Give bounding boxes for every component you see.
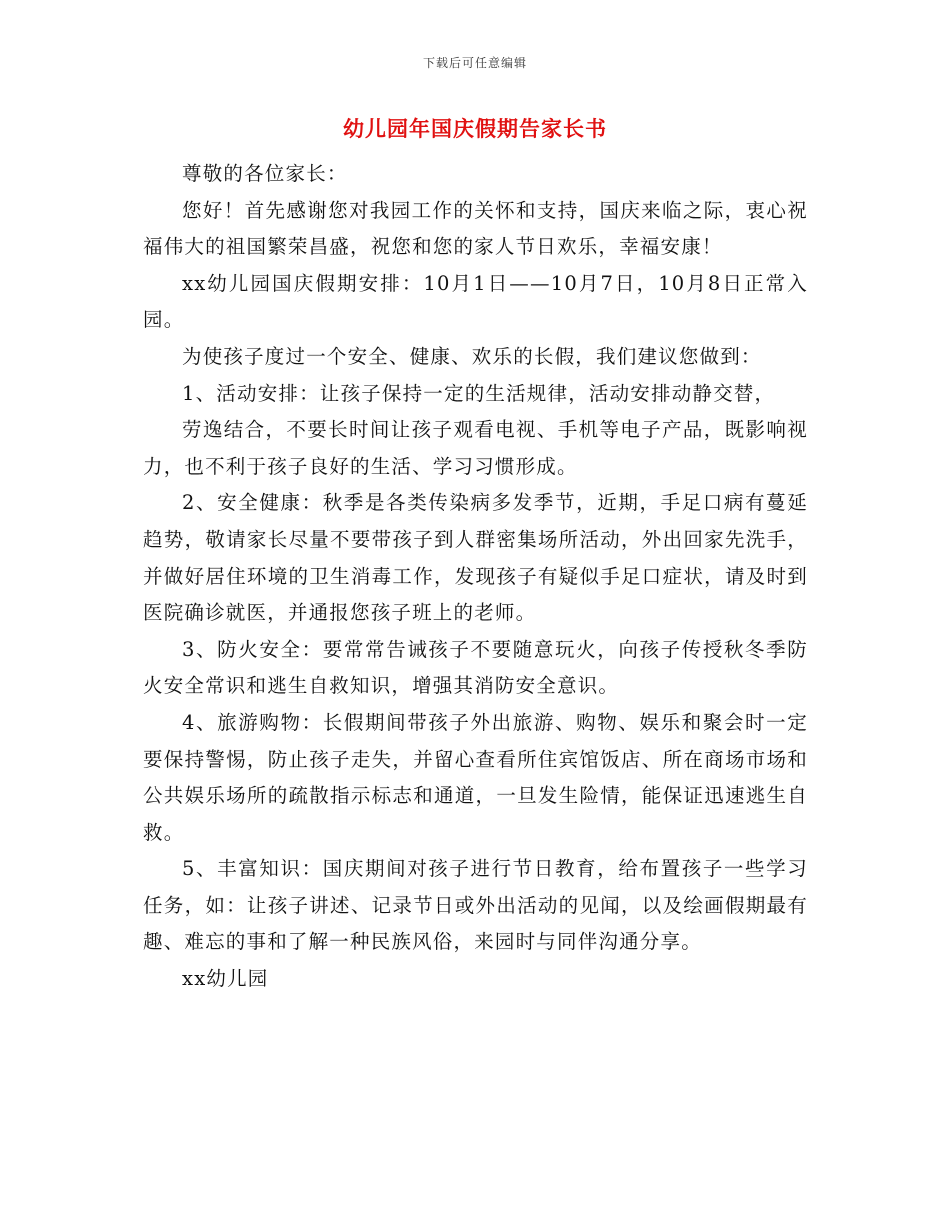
item-5-paragraph: 5、丰富知识：国庆期间对孩子进行节日教育，给布置孩子一些学习任务，如：让孩子讲述、记录节日或外出活动的见闻，以及绘画假期最有趣、难忘的事和了解一种民族风俗，来园时与同伴沟通分享。 <box>143 857 808 954</box>
suggestion-intro-paragraph: 为使孩子度过一个安全、健康、欢乐的长假，我们建议您做到： <box>182 344 762 368</box>
item-1-continued-paragraph: 劳逸结合，不要长时间让孩子观看电视、手机等电子产品，既影响视力，也不利于孩子良好的生活、学习习惯形成。 <box>143 418 808 478</box>
item-1-paragraph: 1、活动安排：让孩子保持一定的生活规律，活动安排动静交替， <box>182 381 776 405</box>
document-body <box>143 156 808 998</box>
item-3-paragraph: 3、防火安全：要常常告诫孩子不要随意玩火，向孩子传授秋冬季防火安全常识和逃生自救知识，增强其消防安全意识。 <box>143 637 808 698</box>
item-2-paragraph: 2、安全健康：秋季是各类传染病多发季节，近期，手足口病有蔓延趋势，敬请家长尽量不要带孩子到人群密集场所活动，外出回家先洗手，并做好居住环境的卫生消毒工作，发现孩子有疑似手足口症状，请及时到医院确诊就医，并通报您孩子班上的老师。 <box>143 491 808 625</box>
holiday-schedule-paragraph: xx幼儿园国庆假期安排：10月1日——10月7日，10月8日正常入园。 <box>143 271 808 332</box>
opening-paragraph: 您好！首先感谢您对我园工作的关怀和支持，国庆来临之际，衷心祝福伟大的祖国繁荣昌盛，祝您和您的家人节日欢乐，幸福安康！ <box>143 198 808 259</box>
signature-paragraph: xx幼儿园 <box>182 967 269 991</box>
item-4-paragraph: 4、旅游购物：长假期间带孩子外出旅游、购物、娱乐和聚会时一定要保持警惕，防止孩子走失，并留心查看所住宾馆饭店、所在商场市场和公共娱乐场所的疏散指示标志和通道，一旦发生险情，能保证迅速逃生自救。 <box>143 710 808 844</box>
greeting-paragraph: 尊敬的各位家长： <box>182 162 348 185</box>
page-title: 幼儿园年国庆假期告家长书 <box>343 116 607 141</box>
header-note: 下载后可任意编辑 <box>422 56 527 70</box>
